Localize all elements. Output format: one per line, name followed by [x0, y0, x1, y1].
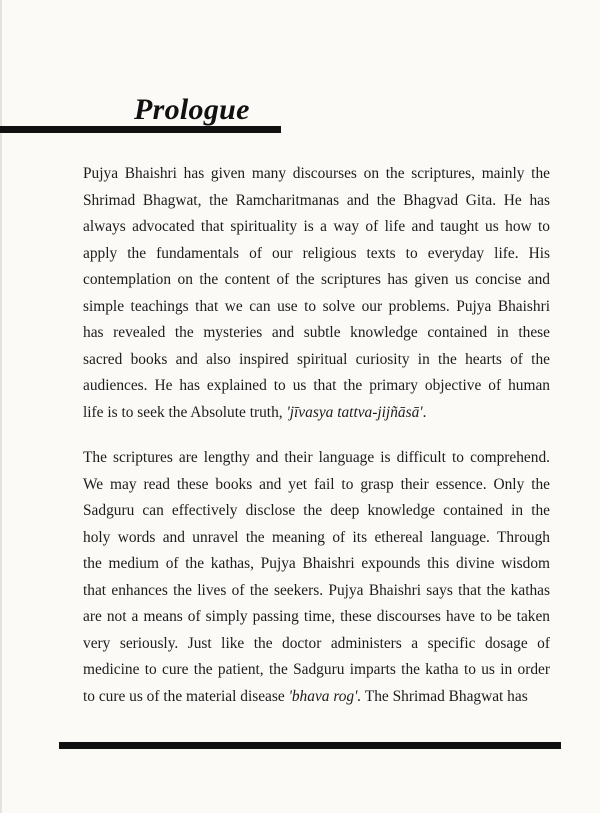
text-line: has revealed the mysteries and subtle knowledge contained in these [83, 324, 550, 341]
text-segment: to cure us of the material disease [83, 687, 289, 705]
text-line: holy words and unravel the meaning of its ethereal language. Through [83, 528, 550, 546]
text-segment: . [422, 403, 427, 421]
text-line: Pujya Bhaishri has given many discourses on the scriptures, mainly the [83, 165, 550, 182]
paragraph-2 [83, 445, 550, 710]
text-line: that enhances the lives of the seekers. Pujya Bhaishri says that the kathas [83, 581, 550, 599]
body-text [83, 161, 550, 710]
paragraph-gap [83, 426, 550, 445]
text-line: sacred books and also inspired spiritual curiosity in the hearts of the [83, 350, 550, 368]
sanskrit-phrase: 'jīvasya tattva-jijñāsā' [286, 403, 423, 421]
text-line: apply the fundamentals of our religious texts to everyday life. His [83, 244, 550, 262]
text-line-last [83, 684, 550, 711]
page-edge [0, 0, 2, 813]
text-line: audiences. He has explained to us that the primary objective of human [83, 377, 550, 394]
text-line: the medium of the kathas, Pujya Bhaishri expounds this divine wisdom [83, 555, 550, 572]
text-line: simple teachings that we can use to solve our problems. Pujya Bhaishri [83, 297, 550, 315]
text-line: always advocated that spirituality is a way of life and taught us how to [83, 218, 550, 235]
text-line: We may read these books and yet fail to grasp their essence. Only the [83, 475, 550, 493]
text-segment: life is to seek the Absolute truth, [83, 403, 287, 421]
text-line: The scriptures are lengthy and their language is difficult to comprehend. [83, 449, 550, 466]
text-line: very seriously. Just like the doctor administers a specific dosage of [83, 634, 550, 652]
page-title: Prologue [134, 93, 250, 126]
text-line-last [83, 400, 550, 427]
text-line: medicine to cure the patient, the Sadguru imparts the katha to us in order [83, 661, 550, 678]
text-line: Shrimad Bhagwat, the Ramcharitmanas and the Bhagvad Gita. He has [83, 191, 550, 209]
footer-rule [59, 742, 561, 749]
title-underline-rule [0, 126, 281, 133]
sanskrit-phrase: 'bhava rog'. [288, 687, 362, 705]
text-line: contemplation on the content of the scriptures has given us concise and [83, 271, 550, 288]
paragraph-1 [83, 161, 550, 426]
text-segment: The Shrimad Bhagwat has [361, 687, 528, 705]
text-line: Sadguru can effectively disclose the deep knowledge contained in the [83, 502, 550, 519]
text-line: are not a means of simply passing time, these discourses have to be taken [83, 608, 550, 625]
